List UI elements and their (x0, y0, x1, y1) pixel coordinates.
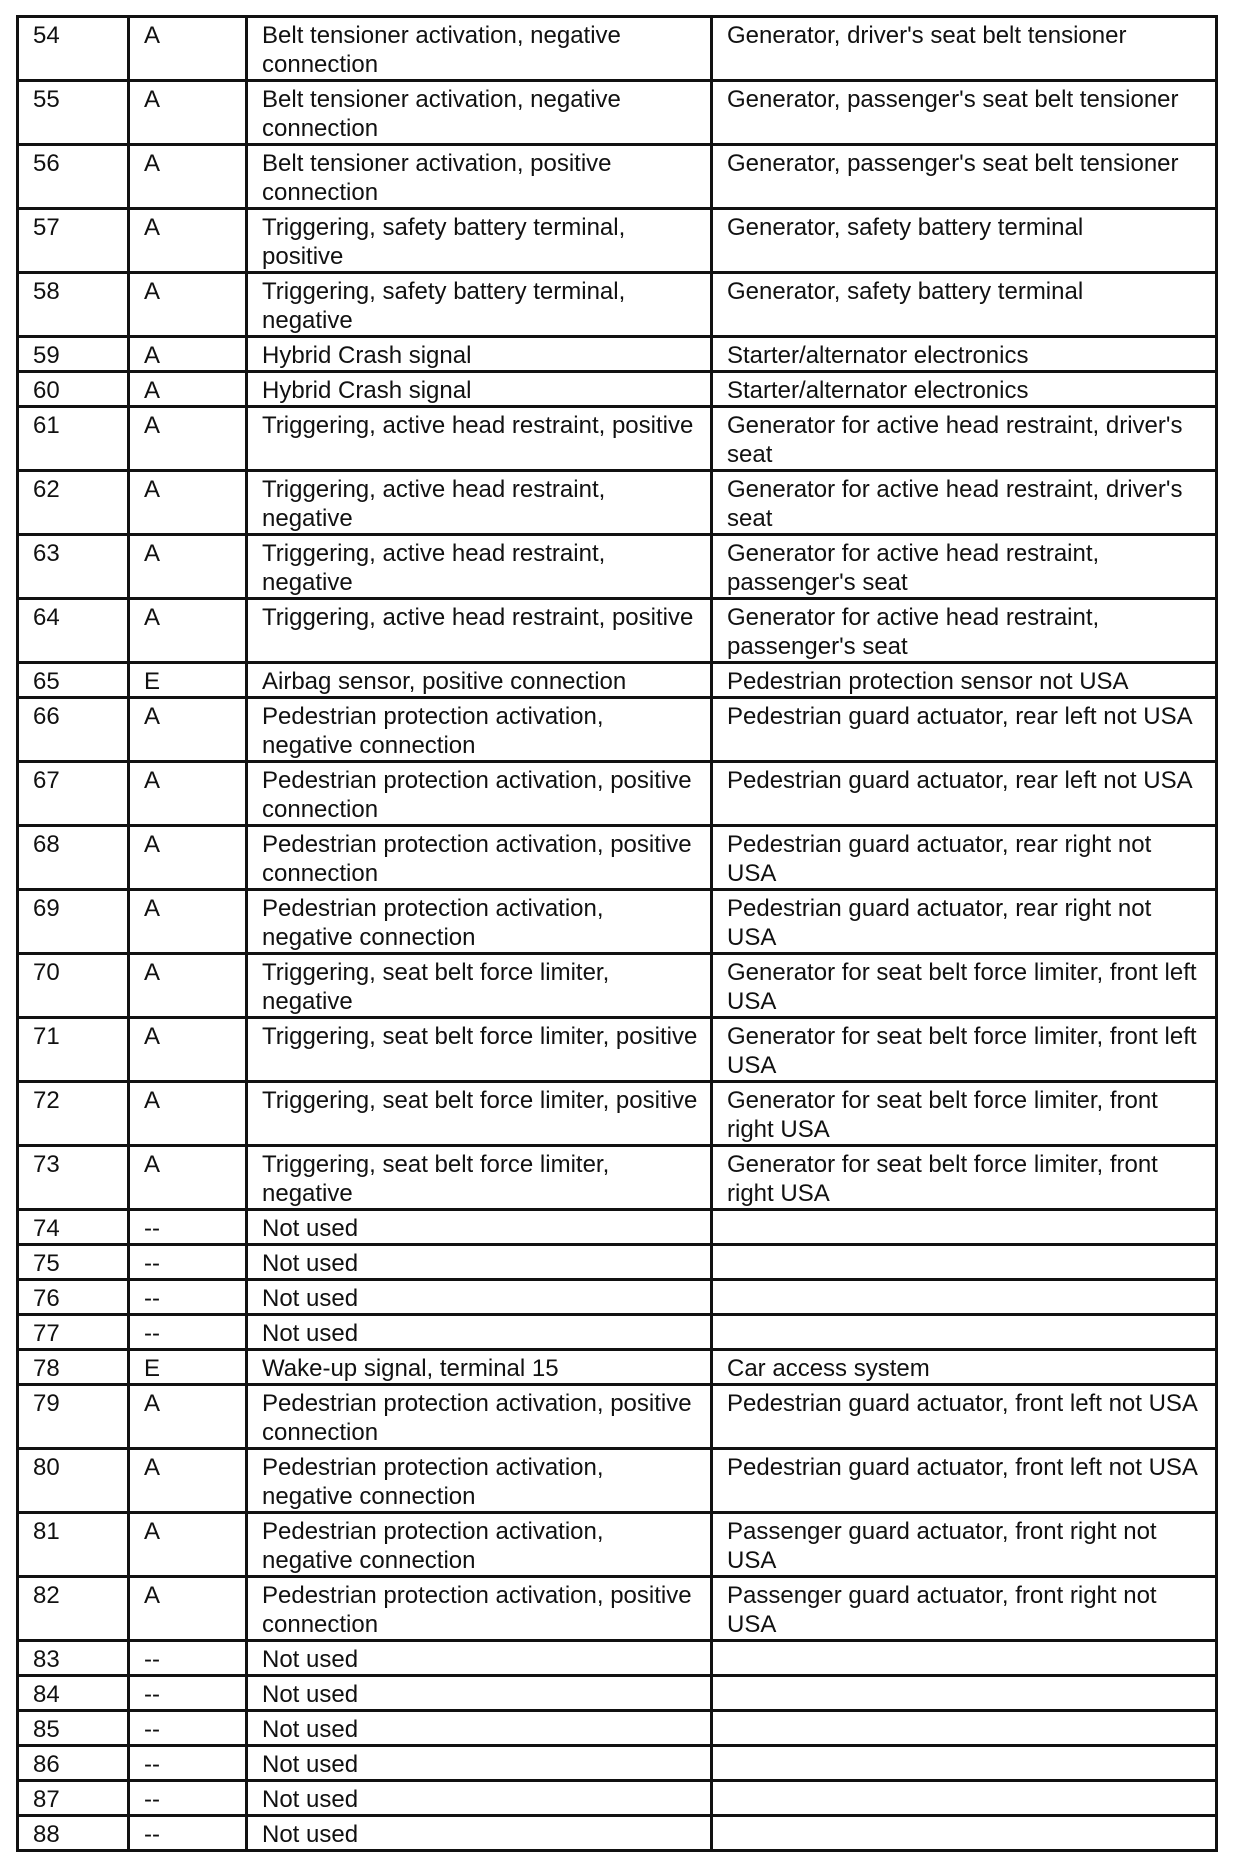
pin-number-cell: 69 (18, 890, 129, 954)
table-row (18, 1350, 1217, 1385)
signal-type-cell: A (129, 1018, 247, 1082)
connected-component-cell (712, 1746, 1217, 1781)
connected-component-cell: Passenger guard actuator, front right not USA (712, 1513, 1217, 1577)
pin-number-cell: 81 (18, 1513, 129, 1577)
pin-number-cell: 60 (18, 372, 129, 407)
pin-number-cell: 68 (18, 826, 129, 890)
table-row (18, 1449, 1217, 1513)
pin-number-cell: 54 (18, 17, 129, 81)
function-description-cell: Pedestrian protection activation, negative connection (247, 1449, 712, 1513)
pin-number-cell: 87 (18, 1781, 129, 1816)
function-description-cell: Pedestrian protection activation, negative connection (247, 1513, 712, 1577)
table-row (18, 599, 1217, 663)
table-row (18, 1676, 1217, 1711)
pin-number-cell: 72 (18, 1082, 129, 1146)
pin-number-cell: 59 (18, 337, 129, 372)
signal-type-cell: -- (129, 1210, 247, 1245)
function-description-cell: Pedestrian protection activation, negative connection (247, 890, 712, 954)
function-description-cell: Pedestrian protection activation, positive connection (247, 826, 712, 890)
function-description-cell: Triggering, active head restraint, positive (247, 407, 712, 471)
table-row (18, 337, 1217, 372)
pin-number-cell: 71 (18, 1018, 129, 1082)
connected-component-cell (712, 1711, 1217, 1746)
function-description-cell: Triggering, seat belt force limiter, positive (247, 1082, 712, 1146)
signal-type-cell: A (129, 1577, 247, 1641)
pin-number-cell: 62 (18, 471, 129, 535)
signal-type-cell: E (129, 1350, 247, 1385)
table-row (18, 1641, 1217, 1676)
connected-component-cell: Pedestrian guard actuator, rear right not USA (712, 826, 1217, 890)
function-description-cell: Not used (247, 1210, 712, 1245)
connected-component-cell: Generator for active head restraint, driver's seat (712, 407, 1217, 471)
connected-component-cell: Generator for seat belt force limiter, front right USA (712, 1082, 1217, 1146)
pin-number-cell: 85 (18, 1711, 129, 1746)
pin-number-cell: 76 (18, 1280, 129, 1315)
table-row (18, 145, 1217, 209)
table-row (18, 1816, 1217, 1851)
table-row (18, 698, 1217, 762)
table-row (18, 663, 1217, 698)
pin-number-cell: 80 (18, 1449, 129, 1513)
connected-component-cell: Generator for seat belt force limiter, front left USA (712, 1018, 1217, 1082)
connected-component-cell: Generator, passenger's seat belt tensioner (712, 145, 1217, 209)
signal-type-cell: A (129, 372, 247, 407)
table-row (18, 1280, 1217, 1315)
function-description-cell: Not used (247, 1280, 712, 1315)
connected-component-cell: Pedestrian guard actuator, rear left not USA (712, 762, 1217, 826)
connected-component-cell: Pedestrian guard actuator, rear left not USA (712, 698, 1217, 762)
signal-type-cell: A (129, 762, 247, 826)
function-description-cell: Hybrid Crash signal (247, 372, 712, 407)
table-row (18, 1018, 1217, 1082)
table-row (18, 1781, 1217, 1816)
pin-number-cell: 77 (18, 1315, 129, 1350)
table-row (18, 372, 1217, 407)
table-row (18, 1746, 1217, 1781)
signal-type-cell: A (129, 273, 247, 337)
table-row (18, 1210, 1217, 1245)
pin-number-cell: 88 (18, 1816, 129, 1851)
pin-number-cell: 57 (18, 209, 129, 273)
connected-component-cell: Generator, safety battery terminal (712, 209, 1217, 273)
function-description-cell: Belt tensioner activation, positive connection (247, 145, 712, 209)
signal-type-cell: A (129, 17, 247, 81)
table-row (18, 535, 1217, 599)
pin-number-cell: 78 (18, 1350, 129, 1385)
connected-component-cell: Generator, safety battery terminal (712, 273, 1217, 337)
table-row (18, 1577, 1217, 1641)
signal-type-cell: -- (129, 1711, 247, 1746)
pin-number-cell: 70 (18, 954, 129, 1018)
table-row (18, 17, 1217, 81)
signal-type-cell: A (129, 145, 247, 209)
table-row (18, 81, 1217, 145)
connected-component-cell (712, 1641, 1217, 1676)
function-description-cell: Not used (247, 1245, 712, 1280)
pin-assignment-table (16, 15, 1218, 1852)
connected-component-cell: Generator for active head restraint, passenger's seat (712, 535, 1217, 599)
pin-number-cell: 83 (18, 1641, 129, 1676)
signal-type-cell: A (129, 535, 247, 599)
signal-type-cell: A (129, 209, 247, 273)
signal-type-cell: E (129, 663, 247, 698)
function-description-cell: Wake-up signal, terminal 15 (247, 1350, 712, 1385)
table-row (18, 1711, 1217, 1746)
connected-component-cell: Car access system (712, 1350, 1217, 1385)
table-row (18, 954, 1217, 1018)
function-description-cell: Not used (247, 1711, 712, 1746)
signal-type-cell: A (129, 407, 247, 471)
connected-component-cell: Pedestrian guard actuator, rear right not USA (712, 890, 1217, 954)
pin-number-cell: 63 (18, 535, 129, 599)
function-description-cell: Hybrid Crash signal (247, 337, 712, 372)
table-row (18, 1385, 1217, 1449)
function-description-cell: Not used (247, 1781, 712, 1816)
signal-type-cell: -- (129, 1245, 247, 1280)
connected-component-cell (712, 1315, 1217, 1350)
table-row (18, 1146, 1217, 1210)
function-description-cell: Triggering, seat belt force limiter, negative (247, 954, 712, 1018)
signal-type-cell: A (129, 698, 247, 762)
signal-type-cell: -- (129, 1781, 247, 1816)
table-row (18, 1082, 1217, 1146)
function-description-cell: Triggering, safety battery terminal, negative (247, 273, 712, 337)
signal-type-cell: A (129, 599, 247, 663)
table-row (18, 273, 1217, 337)
pin-number-cell: 86 (18, 1746, 129, 1781)
function-description-cell: Triggering, active head restraint, positive (247, 599, 712, 663)
function-description-cell: Pedestrian protection activation, positive connection (247, 762, 712, 826)
connected-component-cell: Pedestrian protection sensor not USA (712, 663, 1217, 698)
function-description-cell: Pedestrian protection activation, negative connection (247, 698, 712, 762)
connected-component-cell: Generator, driver's seat belt tensioner (712, 17, 1217, 81)
function-description-cell: Airbag sensor, positive connection (247, 663, 712, 698)
signal-type-cell: A (129, 1513, 247, 1577)
signal-type-cell: -- (129, 1315, 247, 1350)
pin-number-cell: 75 (18, 1245, 129, 1280)
signal-type-cell: A (129, 337, 247, 372)
table-row (18, 890, 1217, 954)
table-row (18, 762, 1217, 826)
connected-component-cell: Generator, passenger's seat belt tensioner (712, 81, 1217, 145)
signal-type-cell: -- (129, 1641, 247, 1676)
pin-number-cell: 61 (18, 407, 129, 471)
pin-table-body (18, 17, 1217, 1851)
connected-component-cell: Pedestrian guard actuator, front left not USA (712, 1449, 1217, 1513)
signal-type-cell: A (129, 81, 247, 145)
signal-type-cell: A (129, 890, 247, 954)
function-description-cell: Belt tensioner activation, negative connection (247, 17, 712, 81)
connected-component-cell: Generator for active head restraint, driver's seat (712, 471, 1217, 535)
signal-type-cell: -- (129, 1676, 247, 1711)
connected-component-cell (712, 1280, 1217, 1315)
function-description-cell: Triggering, safety battery terminal, positive (247, 209, 712, 273)
function-description-cell: Pedestrian protection activation, positive connection (247, 1577, 712, 1641)
function-description-cell: Not used (247, 1816, 712, 1851)
pin-number-cell: 55 (18, 81, 129, 145)
pin-number-cell: 56 (18, 145, 129, 209)
signal-type-cell: A (129, 471, 247, 535)
signal-type-cell: A (129, 826, 247, 890)
connected-component-cell: Starter/alternator electronics (712, 337, 1217, 372)
table-row (18, 826, 1217, 890)
signal-type-cell: A (129, 954, 247, 1018)
connected-component-cell: Pedestrian guard actuator, front left not USA (712, 1385, 1217, 1449)
connected-component-cell (712, 1781, 1217, 1816)
function-description-cell: Not used (247, 1676, 712, 1711)
table-row (18, 1315, 1217, 1350)
connected-component-cell: Starter/alternator electronics (712, 372, 1217, 407)
function-description-cell: Triggering, active head restraint, negative (247, 535, 712, 599)
table-row (18, 471, 1217, 535)
pin-number-cell: 74 (18, 1210, 129, 1245)
connected-component-cell: Generator for seat belt force limiter, front right USA (712, 1146, 1217, 1210)
signal-type-cell: A (129, 1146, 247, 1210)
pin-number-cell: 67 (18, 762, 129, 826)
function-description-cell: Not used (247, 1641, 712, 1676)
connected-component-cell (712, 1245, 1217, 1280)
pin-number-cell: 73 (18, 1146, 129, 1210)
table-row (18, 1513, 1217, 1577)
connected-component-cell: Generator for active head restraint, passenger's seat (712, 599, 1217, 663)
pin-number-cell: 64 (18, 599, 129, 663)
signal-type-cell: -- (129, 1816, 247, 1851)
connected-component-cell: Passenger guard actuator, front right not USA (712, 1577, 1217, 1641)
pin-number-cell: 84 (18, 1676, 129, 1711)
table-row (18, 1245, 1217, 1280)
function-description-cell: Triggering, seat belt force limiter, positive (247, 1018, 712, 1082)
signal-type-cell: A (129, 1082, 247, 1146)
signal-type-cell: -- (129, 1746, 247, 1781)
signal-type-cell: -- (129, 1280, 247, 1315)
pin-number-cell: 79 (18, 1385, 129, 1449)
function-description-cell: Not used (247, 1315, 712, 1350)
pin-number-cell: 58 (18, 273, 129, 337)
function-description-cell: Triggering, seat belt force limiter, negative (247, 1146, 712, 1210)
table-row (18, 209, 1217, 273)
connected-component-cell (712, 1816, 1217, 1851)
table-row (18, 407, 1217, 471)
function-description-cell: Not used (247, 1746, 712, 1781)
connected-component-cell: Generator for seat belt force limiter, front left USA (712, 954, 1217, 1018)
pin-number-cell: 65 (18, 663, 129, 698)
function-description-cell: Belt tensioner activation, negative connection (247, 81, 712, 145)
signal-type-cell: A (129, 1385, 247, 1449)
pin-number-cell: 82 (18, 1577, 129, 1641)
connected-component-cell (712, 1210, 1217, 1245)
function-description-cell: Triggering, active head restraint, negative (247, 471, 712, 535)
pin-number-cell: 66 (18, 698, 129, 762)
connected-component-cell (712, 1676, 1217, 1711)
function-description-cell: Pedestrian protection activation, positive connection (247, 1385, 712, 1449)
signal-type-cell: A (129, 1449, 247, 1513)
